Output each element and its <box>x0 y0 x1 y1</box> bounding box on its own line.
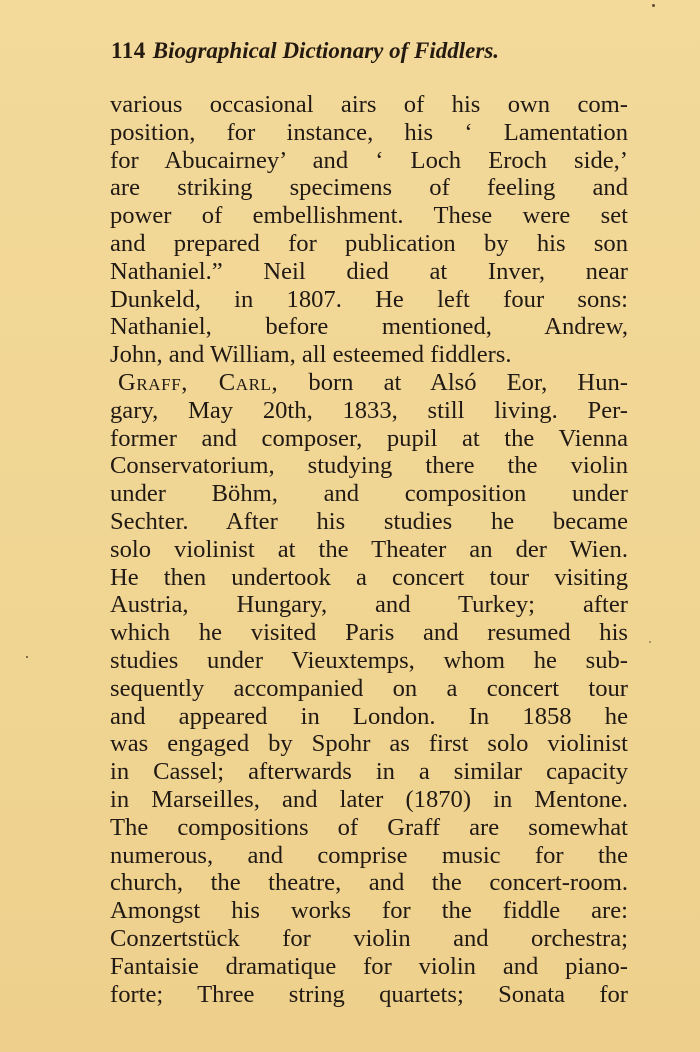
text-line: Nathaniel.” Neil died at Inver, near <box>110 257 628 285</box>
running-title: Biographical Dictionary of Fiddlers. <box>152 38 500 63</box>
paper-speck <box>652 4 655 7</box>
text-line: Sechter. After his studies he became <box>110 507 628 535</box>
text-line: Dunkeld, in 1807. He left four sons: <box>110 285 628 313</box>
text-line: and prepared for publication by his son <box>110 229 628 257</box>
page-header <box>111 38 591 72</box>
body-text <box>110 91 628 1008</box>
text-line: John, and William, all esteemed fiddlers. <box>110 341 512 369</box>
text-line: Nathaniel, before mentioned, Andrew, <box>110 313 628 341</box>
text-line: Austria, Hungary, and Turkey; after <box>110 591 628 619</box>
text-line: power of embellishment. These were set <box>110 202 628 230</box>
text-line: solo violinist at the Theater an der Wien. <box>110 535 628 563</box>
text-line: under Böhm, and composition under <box>110 480 628 508</box>
text-line: in Cassel; afterwards in a similar capacity <box>110 758 628 786</box>
text-line: Conzertstück for violin and orchestra; <box>110 924 628 952</box>
text-line: position, for instance, his ‘ Lamentation <box>110 118 628 146</box>
text-line: forte; Three string quartets; Sonata for <box>110 980 628 1008</box>
text-line: He then undertook a concert tour visiting <box>110 563 628 591</box>
paper-speck <box>649 641 651 643</box>
text-line: and appeared in London. In 1858 he <box>110 702 628 730</box>
text-line: studies under Vieuxtemps, whom he sub- <box>110 646 628 674</box>
text-line: sequently accompanied on a concert tour <box>110 674 628 702</box>
text-line: which he visited Paris and resumed his <box>110 619 628 647</box>
text-line: The compositions of Graff are somewhat <box>110 813 628 841</box>
text-line: former and composer, pupil at the Vienna <box>110 424 628 452</box>
text-line: Conservatorium, studying there the violin <box>110 452 628 480</box>
text-line: for Abucairney’ and ‘ Loch Eroch side,’ <box>110 146 628 174</box>
entry-name: Graff, Carl, <box>118 368 279 396</box>
page-number: 114 <box>111 38 146 63</box>
text-line: church, the theatre, and the concert-room. <box>110 869 628 897</box>
text-line: was engaged by Spohr as first solo violinist <box>110 730 628 758</box>
text-line: in Marseilles, and later (1870) in Mentone. <box>110 785 628 813</box>
text-line: Amongst his works for the fiddle are: <box>110 897 628 925</box>
text-line: various occasional airs of his own com- <box>110 91 628 118</box>
text-line: Fantaisie dramatique for violin and piano- <box>110 952 628 980</box>
entry-birth-text: born at Alsó Eor, Hun- <box>278 368 628 396</box>
text-line: gary, May 20th, 1833, still living. Per- <box>110 396 628 424</box>
paper-speck <box>26 656 28 658</box>
text-line: numerous, and comprise music for the <box>110 841 628 869</box>
entry-heading-line <box>110 369 628 397</box>
text-line: are striking specimens of feeling and <box>110 174 628 202</box>
